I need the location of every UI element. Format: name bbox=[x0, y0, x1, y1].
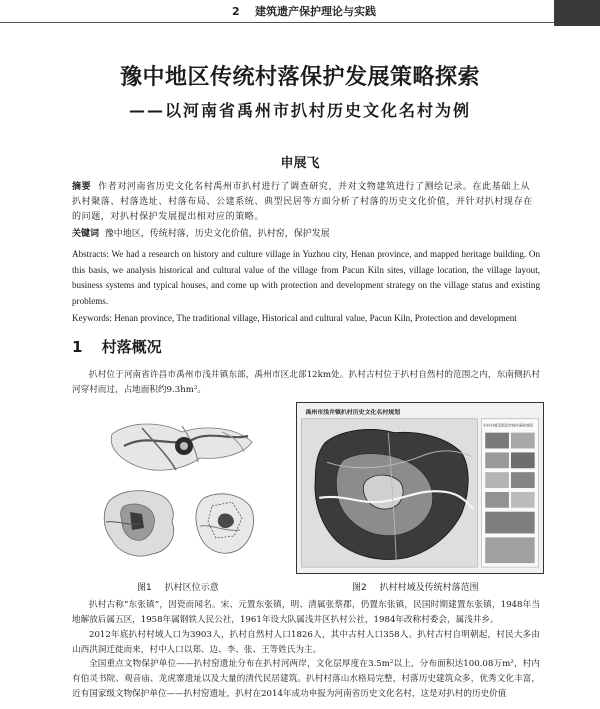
abstract-label: 摘要 bbox=[72, 182, 92, 192]
article-title: 豫中地区传统村落保护发展策略探索 bbox=[119, 65, 480, 90]
abstract-en-text: We had a research on history and culture village in Yuzhou city, Henan province, and mapped heritage building. On this basis, we analysis historical and cultural value of the village from Pacun Kiln sites, village location, the village layout, business systems and typical houses, and come up with protection and development strategy on the village status and existing problems. bbox=[72, 249, 541, 306]
map-title: 禹州市浅井镇扒村历史文化名村规划 bbox=[305, 408, 401, 416]
figure-2-caption-text: 扒村村域及传统村落范围 bbox=[379, 583, 479, 593]
section-heading bbox=[72, 336, 162, 357]
figure-2-number: 图2 bbox=[352, 583, 367, 593]
figure-1-location-maps bbox=[72, 402, 288, 572]
keywords-chinese bbox=[72, 227, 538, 241]
body-paragraph: 全国重点文物保护单位——扒村窑遗址分布在扒村河两岸，文化层厚度在3.5m²以上，分布面积达100.08万m²，村内有伯灵书院、观音庙、龙虎寨遗址以及大量的清代民居建筑。扒村村落山水格局完整，村落历史建筑众多，优秀文化丰富，近有国家级文物保护单位——扒村窑遗址，扒村在2014年成功申报为河南省历史文化名村，这是对扒村的历史价值 bbox=[72, 659, 540, 699]
figure-2-village-map bbox=[296, 402, 544, 574]
header-thumb-tab bbox=[554, 0, 600, 26]
section-heading-title: 村落概况 bbox=[101, 338, 162, 356]
section-number: 2 bbox=[232, 5, 240, 18]
running-header-text bbox=[232, 3, 376, 19]
body-paragraph: 扒村古称“东张镇”，因瓷而闻名。宋、元置东张镇，明、清属张蔡郡，仍置东张镇，民国时期建置东张镇，1948年当地解放后属五区，1958年属钢铁人民公社，1961年设大队属浅井区扒村公社，1984年改称村委会，属浅井乡。 bbox=[72, 600, 540, 625]
abstract-en-label: Abstracts: bbox=[72, 249, 109, 259]
keywords-en-label: Keywords: bbox=[72, 313, 112, 323]
county-map bbox=[104, 491, 174, 556]
legend-header: 扒村村域范围及传统村落规划图 bbox=[483, 423, 533, 428]
regional-map bbox=[111, 424, 252, 470]
figure-1-number: 图1 bbox=[137, 583, 152, 593]
keywords-english bbox=[72, 311, 552, 325]
figure-1-caption-text: 扒村区位示意 bbox=[164, 583, 219, 593]
body-paragraph: 2012年底扒村村域人口为3903人，扒村自然村人口1826人，其中古村人口358人。扒村古村自明朝起，村民大多由山西洪洞迁徙而来，村中人口以郑、边、李、张、王等姓氏为主。 bbox=[72, 630, 540, 655]
keywords-text: 豫中地区，传统村落，历史文化价值，扒村窑，保护发展 bbox=[104, 229, 330, 239]
running-header bbox=[0, 0, 600, 23]
figure-1-caption bbox=[137, 580, 219, 593]
abstract-chinese bbox=[72, 180, 538, 225]
author-name: 申展飞 bbox=[280, 156, 320, 171]
figure-2-caption bbox=[352, 580, 479, 593]
section-title: 建筑遗产保护理论与实践 bbox=[254, 5, 376, 18]
body-paragraph: 扒村位于河南省许昌市禹州市浅井镇东部，禹州市区北部12km处。扒村古村位于扒村自然村的范围之内，东南侧扒村河穿村而过，占地面积约9.3hm²。 bbox=[72, 370, 540, 395]
abstract-english bbox=[72, 247, 540, 309]
section-heading-number: 1 bbox=[72, 338, 83, 356]
township-map bbox=[196, 494, 254, 553]
keywords-label: 关键词 bbox=[72, 229, 100, 239]
article-subtitle: ——以河南省禹州市扒村历史文化名村为例 bbox=[128, 101, 471, 120]
keywords-en-text: Henan province, The traditional village, Historical and cultural value, Pacun Kiln, Protection and development bbox=[114, 313, 517, 323]
abstract-text: 作者对河南省历史文化名村禹州市扒村进行了调查研究，并对文物建筑进行了测绘记录。在此基础上从扒村聚落、村落选址、村落布局、公建系统、典型民居等方面分析了村落的历史文化价值，并针对扒村现存在的问题，对扒村保护发展提出相对应的策略。 bbox=[72, 182, 533, 222]
